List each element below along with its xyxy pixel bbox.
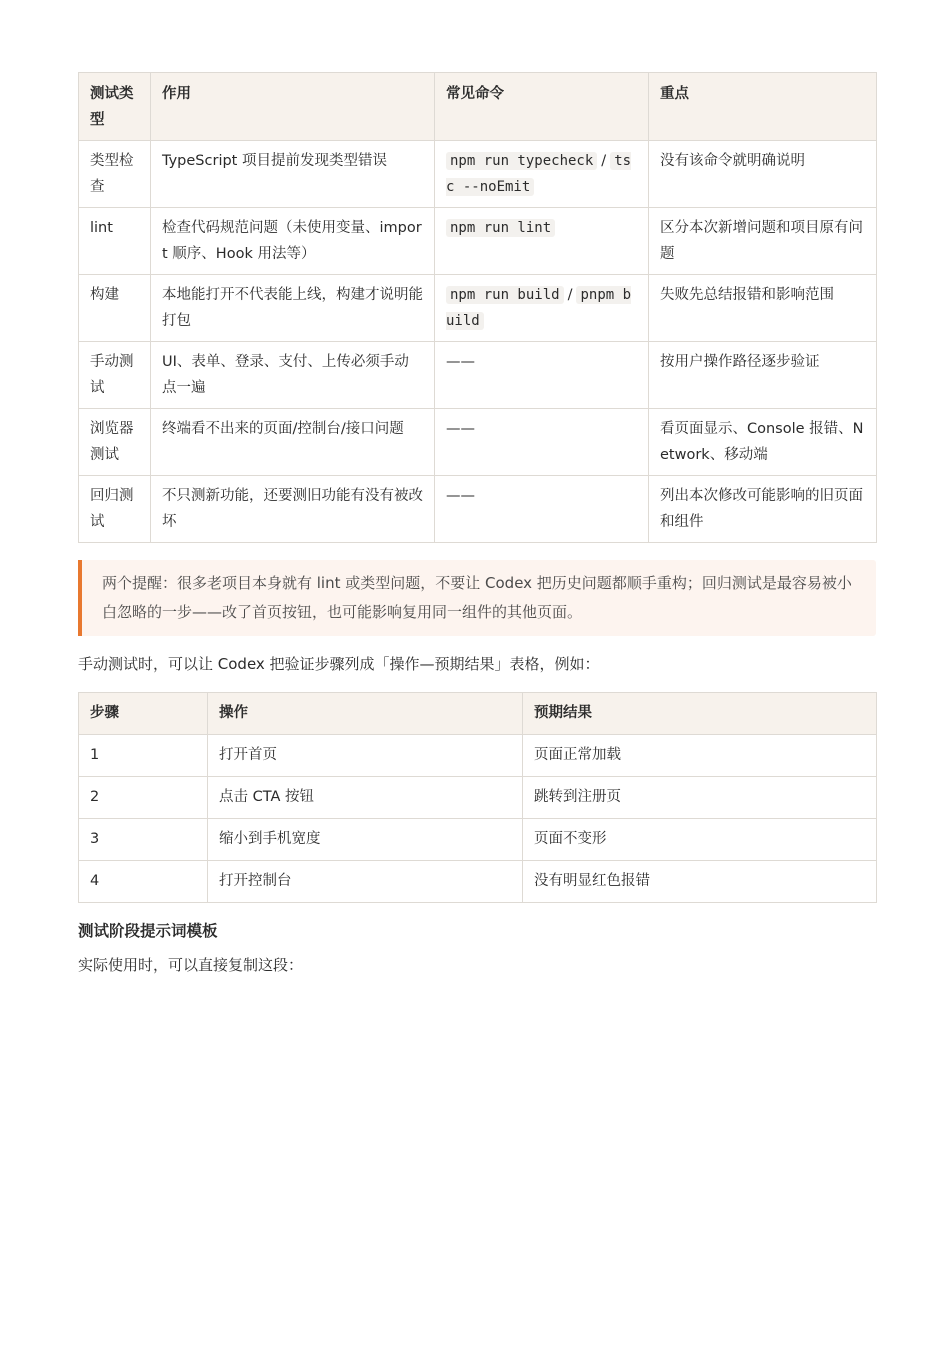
cell-purpose: TypeScript 项目提前发现类型错误 [151,141,435,208]
intro-paragraph: 手动测试时，可以让 Codex 把验证步骤列成「操作—预期结果」表格，例如： [78,655,600,673]
section-heading: 测试阶段提示词模板 [78,922,218,940]
cell-focus: 区分本次新增问题和项目原有问题 [649,208,877,275]
header-action: 操作 [208,693,523,735]
cell-type: 回归测试 [79,476,151,543]
cell-command [435,275,649,342]
cell-type: 构建 [79,275,151,342]
table-row [79,275,877,342]
cell-focus: 失败先总结报错和影响范围 [649,275,877,342]
cell-action: 打开控制台 [208,861,523,903]
cell-purpose: 不只测新功能，还要测旧功能有没有被改坏 [151,476,435,543]
table-row [79,342,877,409]
cell-step: 1 [79,735,208,777]
cell-command [435,208,649,275]
table-header-row [79,73,877,141]
cell-command: —— [435,476,649,543]
header-expected: 预期结果 [523,693,877,735]
header-focus: 重点 [649,73,877,141]
table-row [79,208,877,275]
command-code: npm run typecheck [446,152,597,170]
manual-test-steps-table [78,692,877,903]
command-separator: / [601,153,607,169]
cell-focus: 看页面显示、Console 报错、Network、移动端 [649,409,877,476]
cell-step: 2 [79,777,208,819]
document-page [78,72,876,979]
tip-callout: 两个提醒：很多老项目本身就有 lint 或类型问题，不要让 Codex 把历史问题都顺手重构；回归测试是最容易被小白忽略的一步——改了首页按钮，也可能影响复用同一组件的其他页面。 [78,560,876,636]
cell-action: 缩小到手机宽度 [208,819,523,861]
cell-type: 类型检查 [79,141,151,208]
cell-step: 3 [79,819,208,861]
table-row [79,819,877,861]
cell-type: 浏览器测试 [79,409,151,476]
cell-command [435,141,649,208]
cell-focus: 列出本次修改可能影响的旧页面和组件 [649,476,877,543]
command-code: pnpm build [446,287,632,329]
table-row [79,735,877,777]
cell-command: —— [435,342,649,409]
table-row [79,141,877,208]
table-row [79,777,877,819]
cell-type: 手动测试 [79,342,151,409]
table-row [79,861,877,903]
cell-type: lint [79,208,151,275]
cell-action: 点击 CTA 按钮 [208,777,523,819]
cell-purpose: 终端看不出来的页面/控制台/接口问题 [151,409,435,476]
cell-purpose: UI、表单、登录、支付、上传必须手动点一遍 [151,342,435,409]
command-code: npm run lint [446,219,555,237]
cell-expected: 跳转到注册页 [523,777,877,819]
header-command: 常见命令 [435,73,649,141]
command-code: tsc --noEmit [446,153,632,195]
command-code: npm run build [446,286,564,304]
table-row [79,476,877,543]
cell-focus: 按用户操作路径逐步验证 [649,342,877,409]
command-separator: / [567,287,573,303]
cell-purpose: 检查代码规范问题（未使用变量、import 顺序、Hook 用法等） [151,208,435,275]
cell-focus: 没有该命令就明确说明 [649,141,877,208]
body-paragraph: 实际使用时，可以直接复制这段： [78,956,304,974]
test-types-table [78,72,877,543]
header-test-type: 测试类型 [79,73,151,141]
cell-action: 打开首页 [208,735,523,777]
cell-expected: 页面正常加载 [523,735,877,777]
cell-expected: 页面不变形 [523,819,877,861]
cell-expected: 没有明显红色报错 [523,861,877,903]
header-purpose: 作用 [151,73,435,141]
table-header-row [79,693,877,735]
cell-step: 4 [79,861,208,903]
table-row [79,409,877,476]
cell-command: —— [435,409,649,476]
cell-purpose: 本地能打开不代表能上线，构建才说明能打包 [151,275,435,342]
header-step: 步骤 [79,693,208,735]
